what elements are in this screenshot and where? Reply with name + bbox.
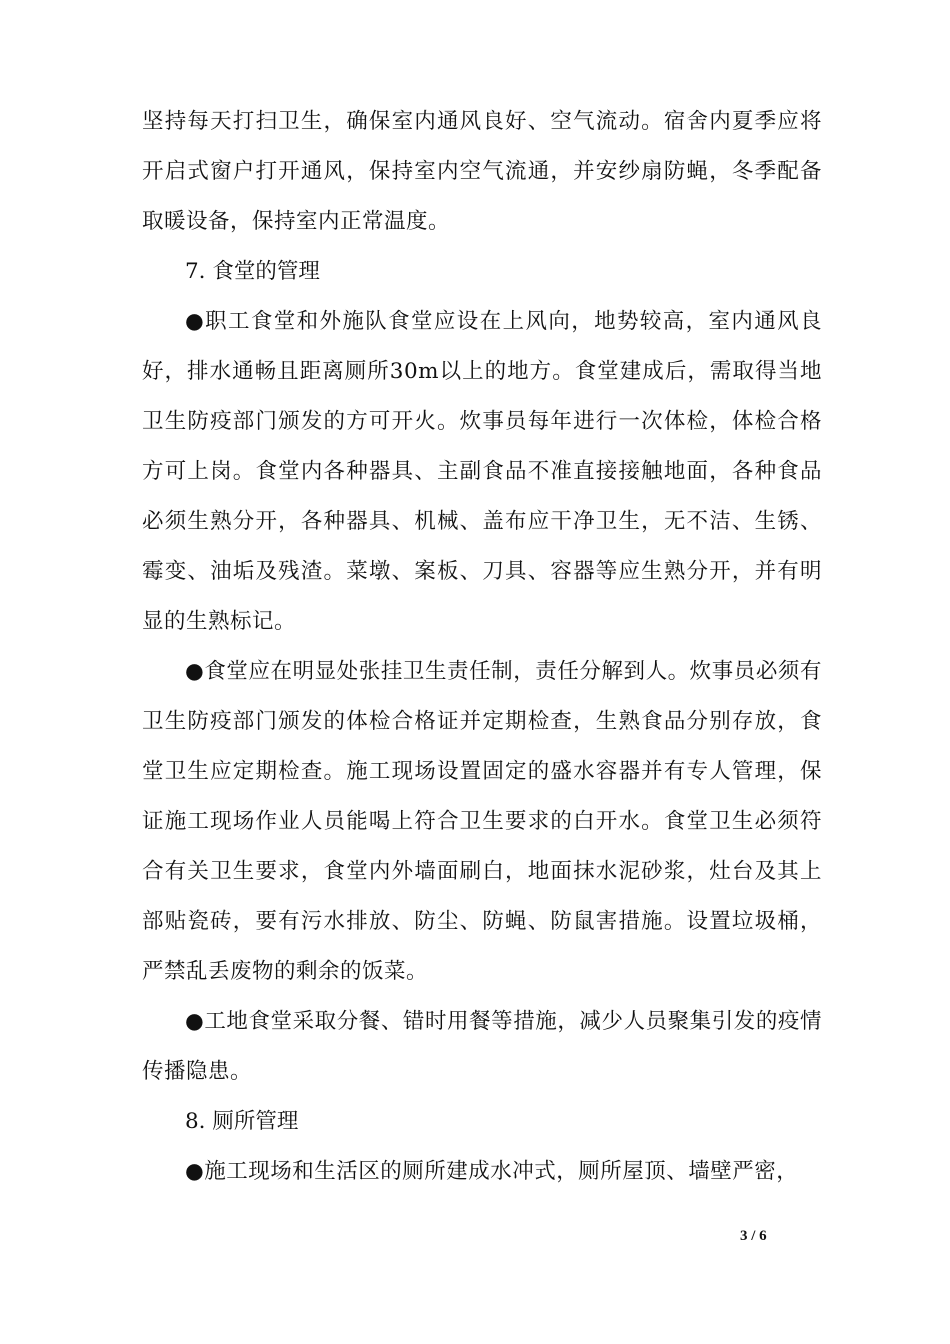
document-body [142, 97, 822, 1197]
paragraph-canteen-location: ●职工食堂和外施队食堂应设在上风向，地势较高，室内通风良好，排水通畅且距离厕所30m以上的地方。食堂建成后，需取得当地卫生防疫部门颁发的方可开火。炊事员每年进行一次体检，体检合格方可上岗。食堂内各种器具、主副食品不准直接接触地面，各种食品必须生熟分开，各种器具、机械、盖布应干净卫生，无不洁、生锈、霉变、油垢及残渣。菜墩、案板、刀具、容器等应生熟分开，并有明显的生熟标记。 [142, 309, 822, 634]
paragraph-canteen-dining: ●工地食堂采取分餐、错时用餐等措施，减少人员聚集引发的疫情传播隐患。 [142, 1009, 822, 1084]
paragraph-toilet-construction: ●施工现场和生活区的厕所建成水冲式，厕所屋顶、墙壁严密， [185, 1159, 799, 1184]
section-heading-canteen: 7. 食堂的管理 [185, 259, 320, 284]
page-number: 3 / 6 [740, 1228, 767, 1244]
section-heading-toilet: 8. 厕所管理 [185, 1109, 299, 1134]
paragraph-dormitory-ventilation: 坚持每天打扫卫生，确保室内通风良好、空气流动。宿舍内夏季应将开启式窗户打开通风，保持室内空气流通，并安纱扇防蝇，冬季配备取暖设备，保持室内正常温度。 [142, 109, 822, 234]
paragraph-canteen-hygiene: ●食堂应在明显处张挂卫生责任制，责任分解到人。炊事员必须有卫生防疫部门颁发的体检合格证并定期检查，生熟食品分别存放，食堂卫生应定期检查。施工现场设置固定的盛水容器并有专人管理，保证施工现场作业人员能喝上符合卫生要求的白开水。食堂卫生必须符合有关卫生要求，食堂内外墙面刷白，地面抹水泥砂浆，灶台及其上部贴瓷砖，要有污水排放、防尘、防蝇、防鼠害措施。设置垃圾桶，严禁乱丢废物的剩余的饭菜。 [142, 659, 822, 984]
